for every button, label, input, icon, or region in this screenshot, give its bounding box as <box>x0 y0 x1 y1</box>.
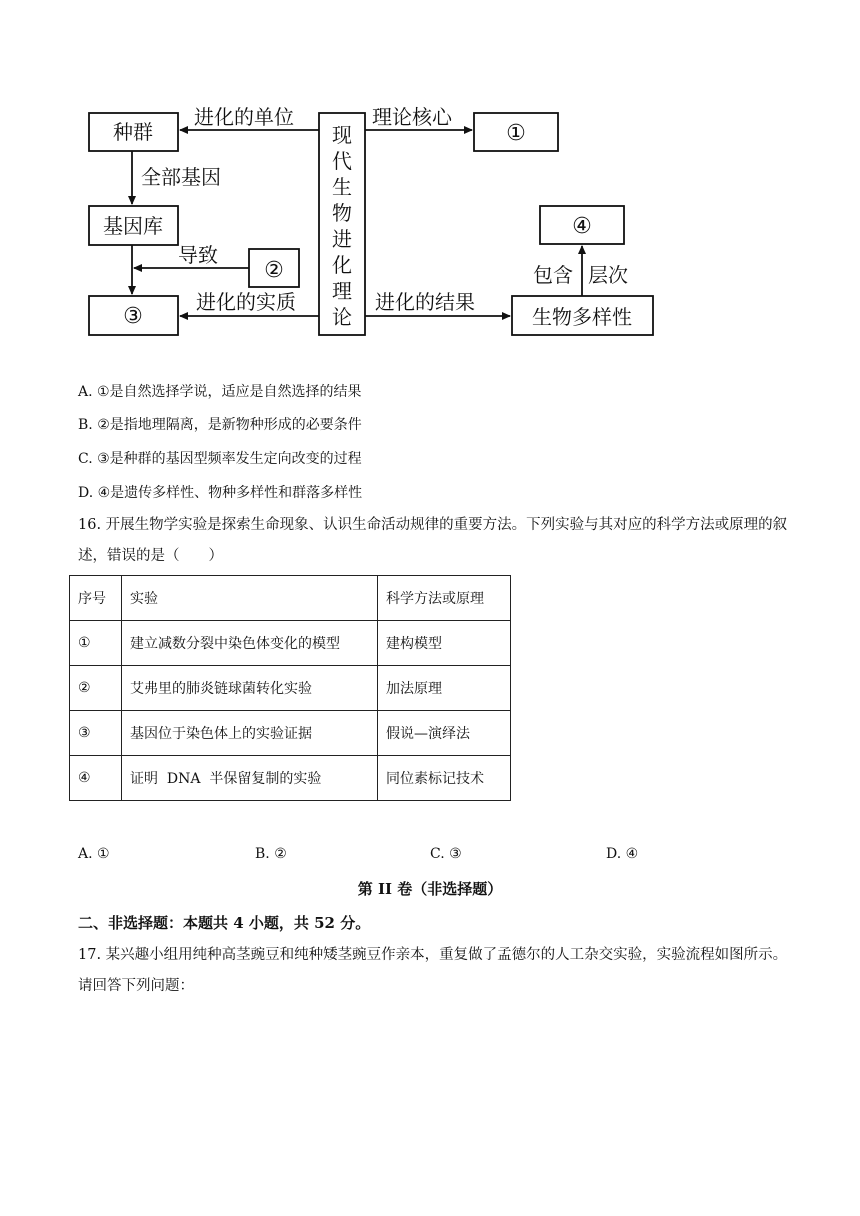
biodiversity-label: 生物多样性 <box>532 305 632 329</box>
population-label: 种群 <box>113 120 153 144</box>
table-header-row <box>70 576 511 621</box>
center-char: 化 <box>332 253 352 277</box>
q16-option-d: D. ④ <box>606 846 639 862</box>
circle4-label: ④ <box>572 214 592 239</box>
leads-to-label: 导致 <box>178 243 218 267</box>
table-cell: ① <box>70 621 122 666</box>
q16-option-a: A. ① <box>78 846 110 862</box>
center-char: 论 <box>332 305 352 329</box>
q15-option-d: D. ④是遗传多样性、物种多样性和群落多样性 <box>78 485 363 501</box>
table-row <box>70 621 511 666</box>
all-genes-label: 全部基因 <box>141 165 221 189</box>
center-char: 进 <box>332 227 352 251</box>
table-header: 科学方法或原理 <box>378 576 511 621</box>
table-cell: 建构模型 <box>378 621 511 666</box>
evo-result-label: 进化的结果 <box>375 290 475 314</box>
table-cell: 加法原理 <box>378 666 511 711</box>
section-title: 第 II 卷（非选择题） <box>357 880 503 898</box>
q16-options <box>78 846 798 866</box>
gene-pool-label: 基因库 <box>103 214 163 238</box>
table-cell: ③ <box>70 711 122 756</box>
table-header: 实验 <box>122 576 378 621</box>
center-char: 理 <box>332 279 352 303</box>
table-cell: 证明 DNA 半保留复制的实验 <box>122 756 378 801</box>
circle1-label: ① <box>506 121 526 146</box>
q15-option-c: C. ③是种群的基因型频率发生定向改变的过程 <box>78 451 362 467</box>
evo-essence-label: 进化的实质 <box>196 290 296 314</box>
table-cell: 建立减数分裂中染色体变化的模型 <box>122 621 378 666</box>
table-cell: 同位素标记技术 <box>378 756 511 801</box>
circle2-label: ② <box>264 258 284 283</box>
part-title: 二、非选择题：本题共 4 小题，共 52 分。 <box>78 914 371 932</box>
q15-option-b: B. ②是指地理隔离，是新物种形成的必要条件 <box>78 417 362 433</box>
evolution-concept-diagram <box>0 0 860 360</box>
q16-option-c: C. ③ <box>430 846 462 862</box>
q16-stem: 16. 开展生物学实验是探索生命现象、认识生命活动规律的重要方法。下列实验与其对应的科学方法或原理的叙述，错误的是（ ） <box>78 517 788 564</box>
core-theory-label: 理论核心 <box>372 105 452 129</box>
center-char: 物 <box>332 201 352 225</box>
center-char: 现 <box>332 123 352 147</box>
experiment-table <box>69 575 511 801</box>
table-cell: 艾弗里的肺炎链球菌转化实验 <box>122 666 378 711</box>
q16-option-b: B. ② <box>255 846 287 862</box>
table-row <box>70 711 511 756</box>
table-header: 序号 <box>70 576 122 621</box>
table-row <box>70 666 511 711</box>
center-char: 代 <box>332 149 352 173</box>
q17-stem: 17. 某兴趣小组用纯种高茎豌豆和纯种矮茎豌豆作亲本，重复做了孟德尔的人工杂交实验，实验流程如图所示。请回答下列问题： <box>78 947 788 994</box>
table-row <box>70 756 511 801</box>
contains-levels-label: 包含 <box>533 263 573 287</box>
table-cell: ② <box>70 666 122 711</box>
circle3-label: ③ <box>123 304 143 329</box>
table-cell: ④ <box>70 756 122 801</box>
evo-unit-label: 进化的单位 <box>194 105 294 129</box>
q15-option-a: A. ①是自然选择学说，适应是自然选择的结果 <box>78 384 362 400</box>
contains-levels-label: 层次 <box>588 263 628 287</box>
center-char: 生 <box>332 175 352 199</box>
table-cell: 基因位于染色体上的实验证据 <box>122 711 378 756</box>
table-cell: 假说—演绎法 <box>378 711 511 756</box>
